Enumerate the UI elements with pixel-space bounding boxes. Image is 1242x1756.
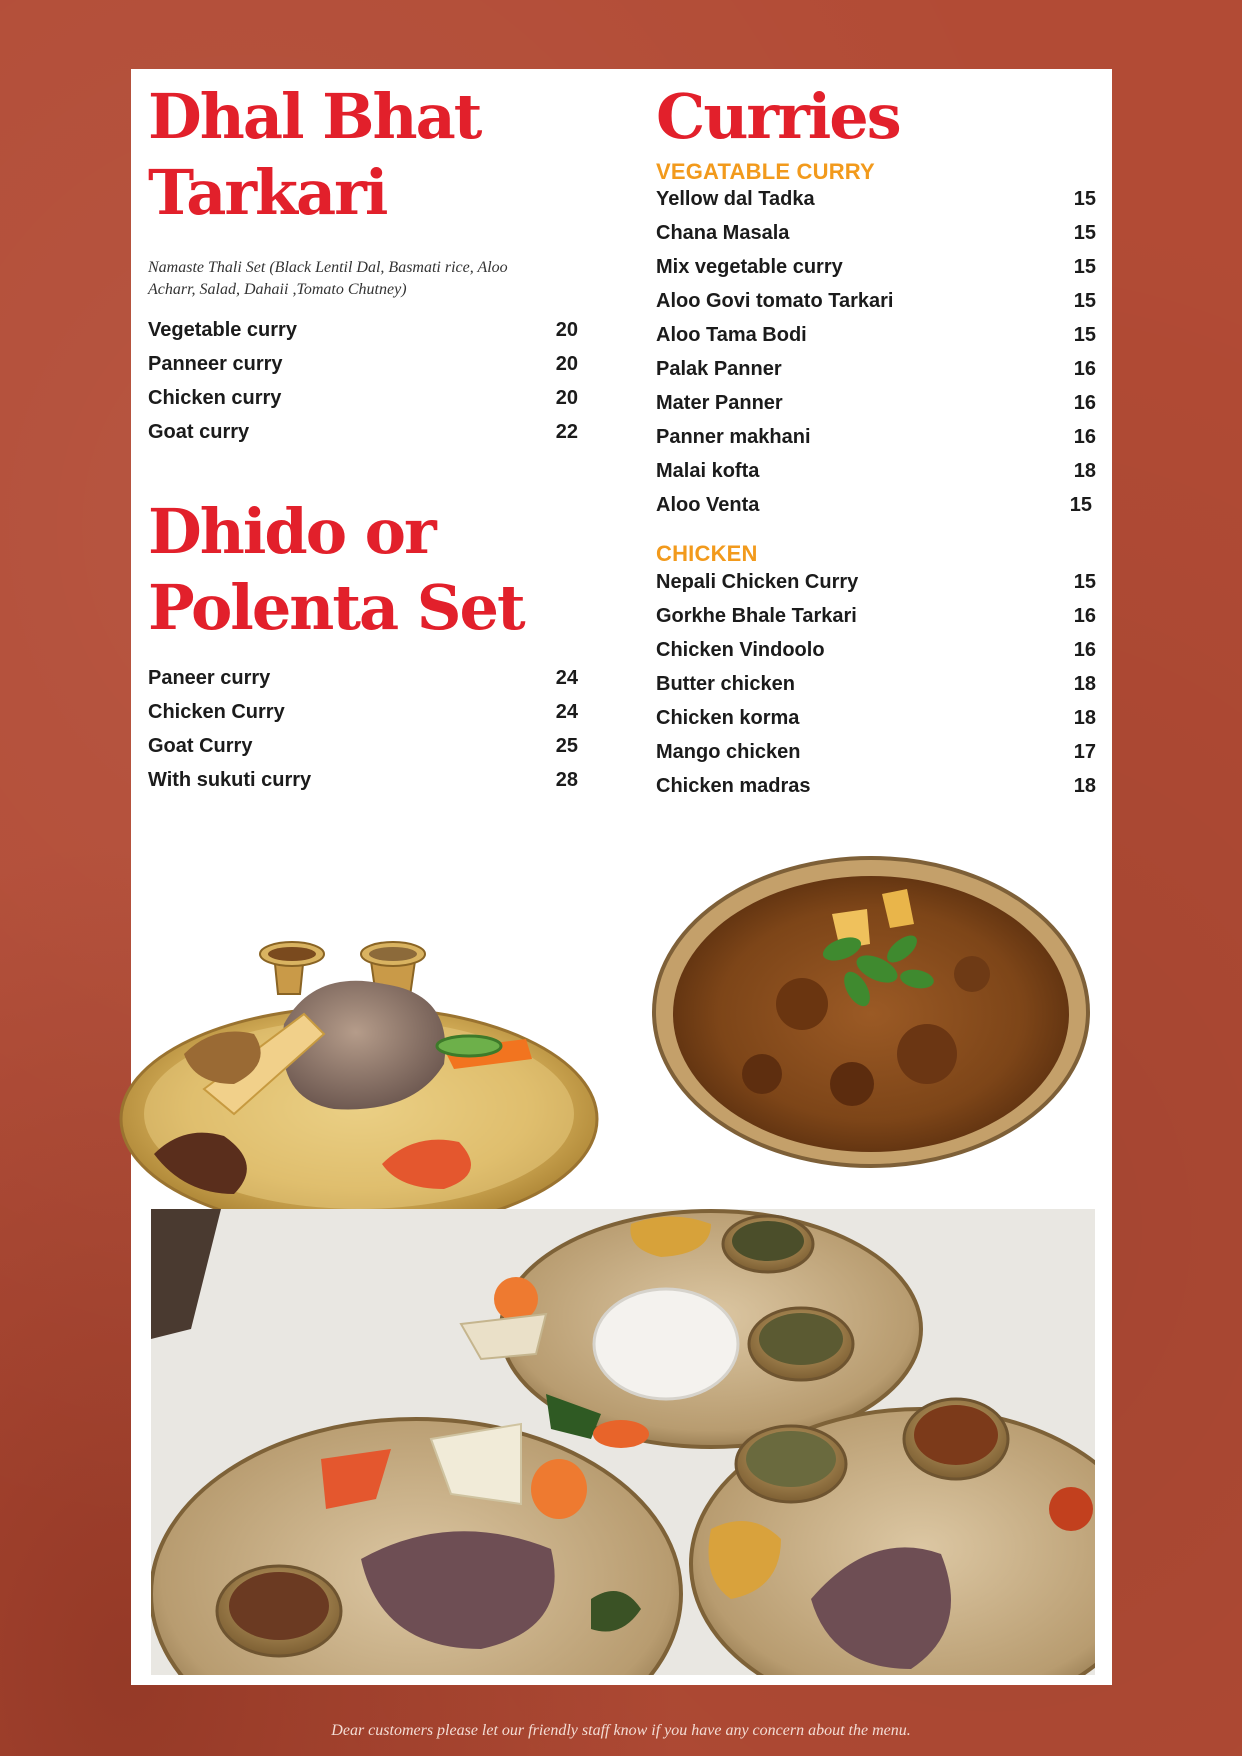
dhal-bhat-title [148,79,480,231]
list-item [656,184,1096,218]
curries-title: Curries [656,80,900,153]
item-name: Chicken Curry [148,701,285,723]
item-name: Chicken madras [656,775,811,797]
item-price: 15 [1073,324,1096,346]
list-item [656,490,1096,524]
list-item [656,320,1096,354]
dhal-bhat-list [148,315,578,451]
item-price: 18 [1073,673,1096,695]
list-item [656,601,1096,635]
dhal-bhat-description: Namaste Thali Set (Black Lentil Dal, Basmati rice, Aloo Acharr, Salad, Dahaii ,Tomato Chutney) [148,259,508,298]
item-name: Panneer curry [148,353,283,375]
item-price: 15 [1073,290,1096,312]
thali-table-photo [151,1209,1095,1675]
item-price: 16 [1073,392,1096,414]
item-price: 15 [1073,222,1096,244]
list-item [656,703,1096,737]
list-item [656,669,1096,703]
list-item [148,731,578,765]
item-name: Mango chicken [656,741,801,763]
list-item [148,349,578,383]
vegetable-curry-label: VEGATABLE CURRY [656,159,875,184]
item-price: 16 [1073,639,1096,661]
dhal-bhat-title-line1: Dhal Bhat [148,80,481,153]
item-name: Palak Panner [656,358,782,380]
menu-sheet [131,69,1112,1685]
list-item [148,697,578,731]
item-name: Chicken korma [656,707,800,729]
footer-note: Dear customers please let our friendly staff know if you have any concern about the menu. [331,1722,911,1739]
item-price: 15 [1069,494,1092,516]
chicken-label: CHICKEN [656,541,758,566]
list-item [148,383,578,417]
list-item [148,765,578,799]
item-name: Vegetable curry [148,319,297,341]
item-name: Butter chicken [656,673,795,695]
item-name: Goat Curry [148,735,253,757]
item-price: 15 [1073,188,1096,210]
item-price: 18 [1073,707,1096,729]
item-name: Panner makhani [656,426,811,448]
item-price: 24 [555,701,578,723]
curry-bowl-photo [652,854,1092,1174]
item-price: 25 [555,735,578,757]
item-price: 20 [555,319,578,341]
item-name: Aloo Govi tomato Tarkari [656,290,894,312]
chicken-list [656,567,1096,805]
list-item [148,663,578,697]
item-price: 24 [555,667,578,689]
dhido-title-line2: Polenta Set [148,571,524,644]
item-name: Yellow dal Tadka [656,188,815,210]
dhido-plate-photo [114,874,604,1244]
item-price: 16 [1073,358,1096,380]
item-name: Paneer curry [148,667,271,689]
item-name: Chana Masala [656,222,790,244]
list-item [656,567,1096,601]
item-price: 16 [1073,426,1096,448]
item-name: Chicken Vindoolo [656,639,825,661]
list-item [656,456,1096,490]
item-name: Nepali Chicken Curry [656,571,859,593]
list-item [656,252,1096,286]
dhido-title [148,494,524,646]
item-price: 28 [555,769,578,791]
list-item [656,388,1096,422]
list-item [656,737,1096,771]
item-price: 17 [1073,741,1096,763]
vegetable-curry-list [656,184,1096,524]
dhido-title-line1: Dhido or [148,495,435,568]
list-item [656,422,1096,456]
item-price: 15 [1073,256,1096,278]
list-item [148,417,578,451]
item-name: Goat curry [148,421,250,443]
item-price: 18 [1073,460,1096,482]
list-item [656,354,1096,388]
item-name: Aloo Venta [656,494,760,516]
item-name: With sukuti curry [148,769,312,791]
item-price: 16 [1073,605,1096,627]
item-name: Chicken curry [148,387,282,409]
item-name: Mix vegetable curry [656,256,843,278]
list-item [656,286,1096,320]
item-price: 18 [1073,775,1096,797]
item-price: 15 [1073,571,1096,593]
item-price: 20 [555,387,578,409]
list-item [656,218,1096,252]
item-name: Gorkhe Bhale Tarkari [656,605,857,627]
list-item [148,315,578,349]
item-name: Aloo Tama Bodi [656,324,807,346]
dhal-bhat-title-line2: Tarkari [148,156,387,229]
dhido-list [148,663,578,799]
item-name: Malai kofta [656,460,760,482]
item-name: Mater Panner [656,392,783,414]
item-price: 22 [555,421,578,443]
list-item [656,635,1096,669]
list-item [656,771,1096,805]
item-price: 20 [555,353,578,375]
